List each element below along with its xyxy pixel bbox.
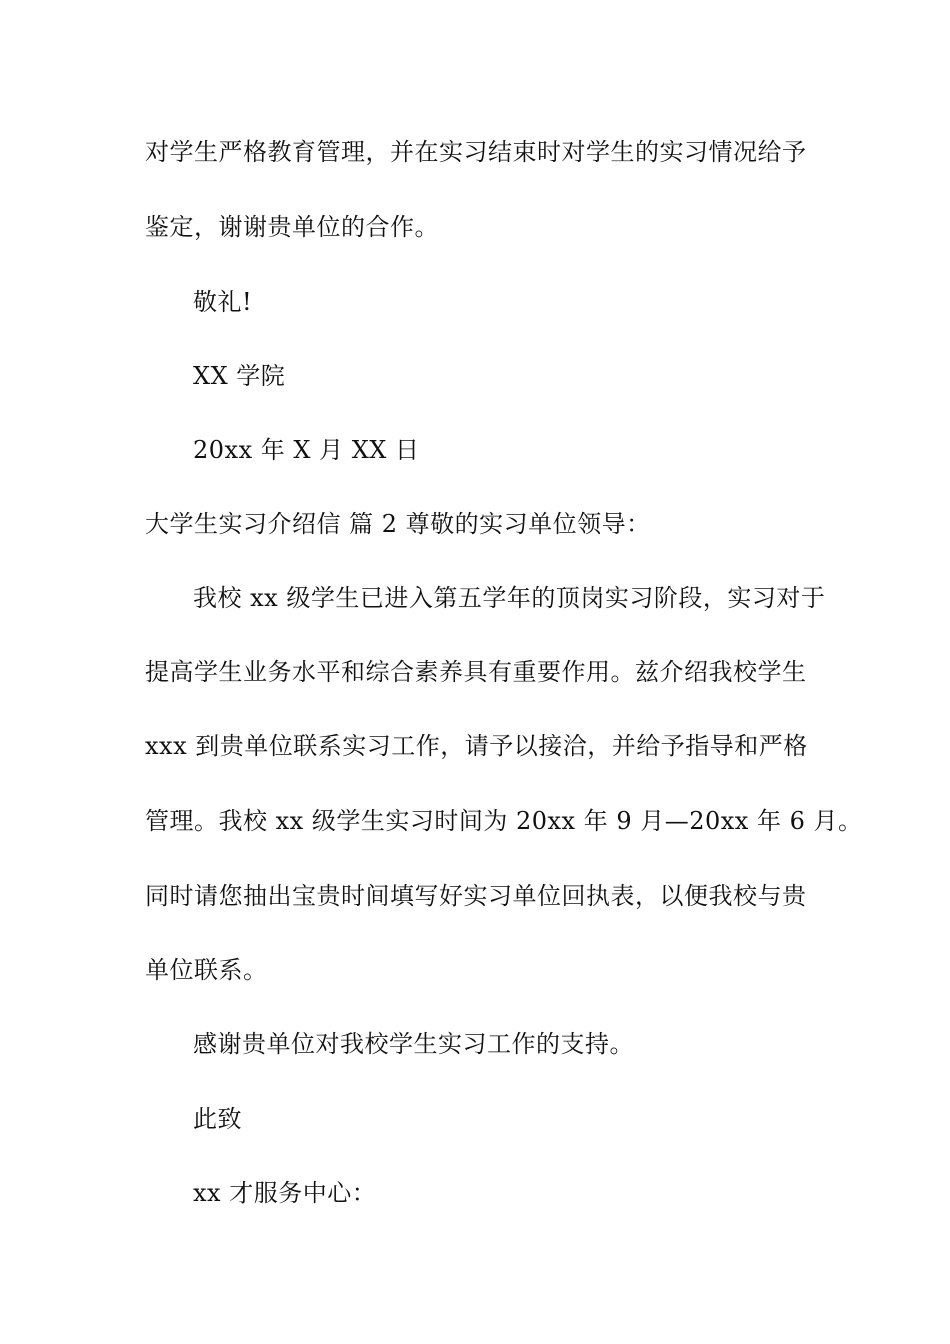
body-line-2: 鉴定，谢谢贵单位的合作。 bbox=[145, 213, 439, 241]
body-line-7: 同时请您抽出宝贵时间填写好实习单位回执表，以便我校与贵 bbox=[145, 882, 807, 910]
signature-institution: XX 学院 bbox=[193, 362, 286, 390]
body-line-8: 单位联系。 bbox=[145, 956, 268, 984]
body-line-4: 提高学生业务水平和综合素养具有重要作用。兹介绍我校学生 bbox=[145, 658, 807, 686]
recipient-line: xx 才服务中心： bbox=[193, 1179, 377, 1207]
body-line-3: 我校 xx 级学生已进入第五学年的顶岗实习阶段，实习对于 bbox=[193, 584, 826, 612]
signature-date: 20xx 年 X 月 XX 日 bbox=[193, 436, 420, 464]
body-line-6: 管理。我校 xx 级学生实习时间为 20xx 年 9 月—20xx 年 6 月。 bbox=[145, 807, 863, 835]
closing-line: 此致 bbox=[193, 1105, 242, 1133]
body-line-5: xxx 到贵单位联系实习工作，请予以接洽，并给予指导和严格 bbox=[145, 732, 808, 760]
section-heading: 大学生实习介绍信 篇 2 尊敬的实习单位领导： bbox=[145, 510, 651, 538]
thanks-line: 感谢贵单位对我校学生实习工作的支持。 bbox=[193, 1030, 634, 1058]
body-line-1: 对学生严格教育管理，并在实习结束时对学生的实习情况给予 bbox=[145, 138, 807, 166]
salutation-closing: 敬礼! bbox=[193, 288, 253, 316]
